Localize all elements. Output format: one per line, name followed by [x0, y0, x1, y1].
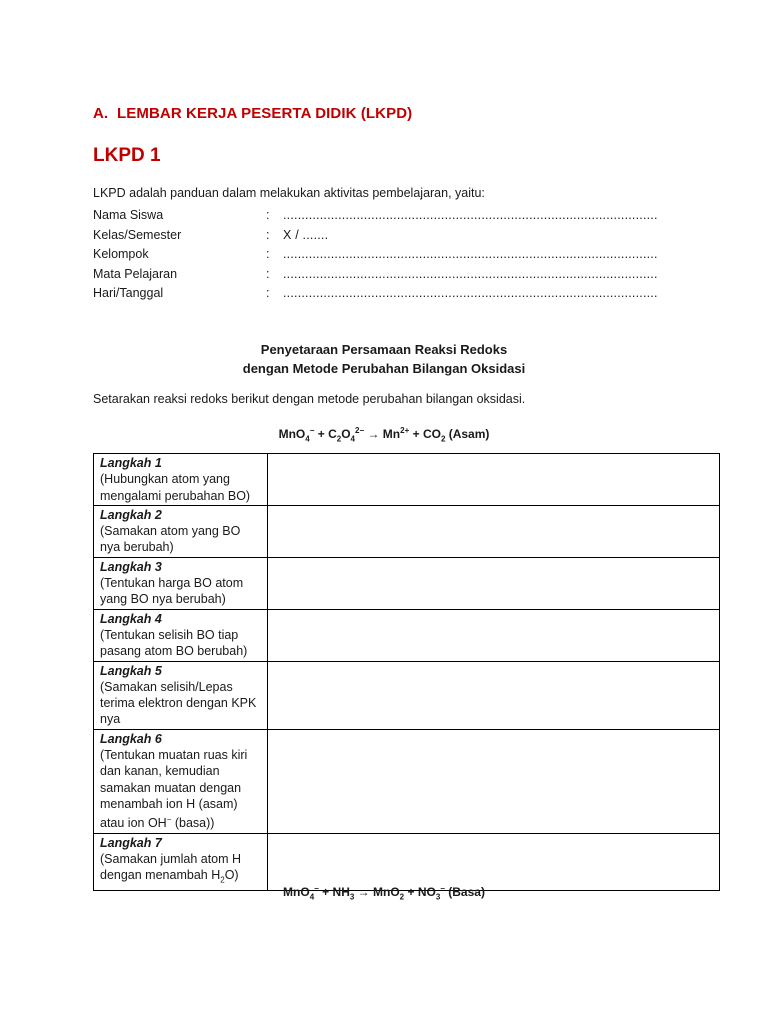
field-label: Hari/Tanggal — [93, 286, 164, 301]
section-number: A. — [93, 105, 109, 122]
field-colon: : — [266, 266, 270, 281]
field-blank: ...................................................................................................... — [283, 286, 658, 301]
table-row — [94, 833, 720, 890]
answer-cell[interactable] — [268, 833, 720, 890]
table-row — [94, 609, 720, 661]
worksheet-title — [0, 340, 768, 378]
step-name: Langkah 7 — [100, 835, 162, 850]
instruction-text: Setarakan reaksi redoks berikut dengan metode perubahan bilangan oksidasi. — [93, 392, 526, 406]
field-label: Mata Pelajaran — [93, 266, 178, 281]
step-name: Langkah 3 — [100, 559, 162, 574]
table-row — [94, 505, 720, 557]
field-blank: ...................................................................................................... — [283, 208, 658, 222]
arrow-icon: → — [364, 427, 383, 441]
arrow-icon: → — [354, 885, 373, 899]
equation-acid: $MnO_4^- + C_2O_4^{2-} \to Mn^{2+} + CO_2$ (Asam) — [278, 426, 490, 444]
answer-cell[interactable] — [268, 661, 720, 729]
step-cell — [94, 609, 268, 661]
answer-cell[interactable] — [268, 454, 720, 506]
table-row — [94, 557, 720, 609]
intro-text: LKPD adalah panduan dalam melakukan aktivitas pembelajaran, yaitu: — [93, 186, 485, 200]
field-blank: ...................................................................................................... — [283, 266, 658, 281]
field-colon: : — [266, 227, 270, 242]
step-description: (Samakan atom yang BO nya berubah) — [100, 524, 241, 555]
step-description: (Tentukan selisih BO tiap pasang atom BO berubah) — [100, 627, 248, 659]
step-name: Langkah 1 — [100, 456, 162, 470]
step-description: (Samakan jumlah atom H dengan menambah $H_2O$) — [100, 851, 242, 885]
step-cell — [94, 454, 268, 506]
field-colon: : — [266, 208, 270, 222]
step-cell — [94, 729, 268, 833]
step-cell — [94, 557, 268, 609]
section-heading — [93, 105, 412, 122]
field-blank: X / ....... — [283, 227, 329, 242]
field-colon: : — [266, 247, 270, 262]
step-description: (Tentukan harga BO atom yang BO nya berubah) — [100, 576, 244, 607]
answer-cell[interactable] — [268, 729, 720, 833]
step-cell — [94, 833, 268, 890]
steps-table — [93, 453, 720, 891]
step-name: Langkah 6 — [100, 731, 162, 746]
step-description: (Hubungkan atom yang mengalami perubahan BO) — [100, 472, 251, 503]
equation-base: $MnO_4^- + NH_3 \to MnO_2 + NO_3^-$ (Basa) — [283, 884, 485, 902]
lkpd-title: LKPD 1 — [93, 145, 161, 166]
step-description: (Samakan selisih/Lepas terima elektron dengan KPK nya — [100, 679, 257, 727]
field-label: Kelompok — [93, 247, 149, 262]
field-label: Kelas/Semester — [93, 227, 182, 242]
step-cell — [94, 505, 268, 557]
section-heading-text: LEMBAR KERJA PESERTA DIDIK (LKPD) — [117, 105, 413, 122]
answer-cell[interactable] — [268, 505, 720, 557]
field-colon: : — [266, 286, 270, 301]
answer-cell[interactable] — [268, 557, 720, 609]
table-row — [94, 454, 720, 506]
worksheet-title-line2: dengan Metode Perubahan Bilangan Oksidasi — [242, 361, 526, 376]
field-blank: ...................................................................................................... — [283, 247, 658, 262]
step-cell — [94, 661, 268, 729]
step-name: Langkah 4 — [100, 611, 162, 626]
field-label: Nama Siswa — [93, 208, 164, 222]
table-row — [94, 729, 720, 833]
step-name: Langkah 2 — [100, 507, 162, 522]
answer-cell[interactable] — [268, 609, 720, 661]
step-name: Langkah 5 — [100, 663, 162, 678]
worksheet-title-line1: Penyetaraan Persamaan Reaksi Redoks — [260, 342, 508, 357]
step-description: (Tentukan muatan ruas kiri dan kanan, kemudian samakan muatan dengan menambah ion H (asam) atau ion OH− (basa)) — [100, 748, 248, 831]
table-row — [94, 661, 720, 729]
